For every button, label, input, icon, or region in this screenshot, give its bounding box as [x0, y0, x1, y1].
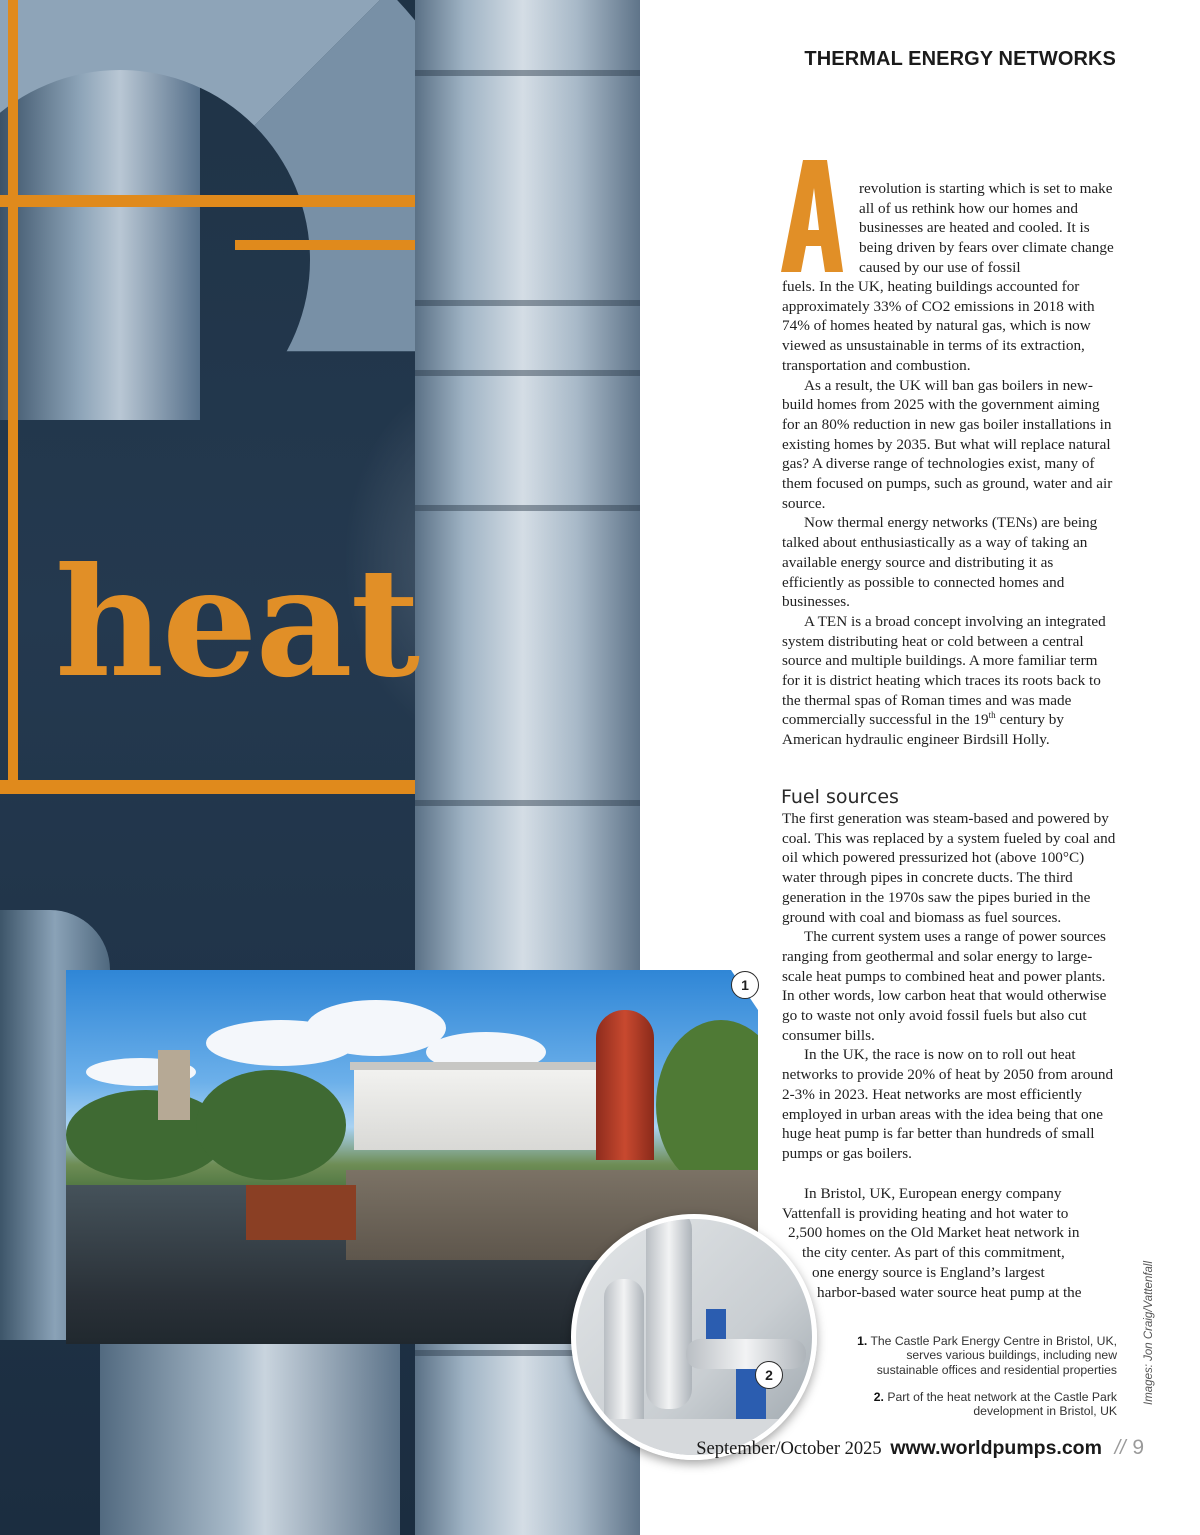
footer-separator: //	[1114, 1437, 1126, 1459]
orange-pipe	[235, 240, 415, 250]
section-label: THERMAL ENERGY NETWORKS	[804, 48, 1116, 70]
issue-date: September/October 2025	[696, 1439, 882, 1459]
page-footer	[696, 1436, 1144, 1460]
website-link[interactable]: www.worldpumps.com	[890, 1437, 1102, 1459]
figure-2-photo	[571, 1214, 817, 1460]
article-body-2	[782, 809, 1118, 1164]
paragraph-line: harbor-based water source heat pump at the	[817, 1283, 1082, 1301]
red-silo	[596, 1010, 654, 1160]
paragraph-line: the city center. As part of this commitment,	[802, 1244, 1065, 1262]
paragraph: The current system uses a range of power sources ranging from geothermal and solar energy to large-scale heat pumps to combined heat and power plants. In other words, low carbon heat that would otherwise go to waste not only avoid fossil fuels but also cut consumer bills.	[782, 928, 1107, 1044]
paragraph-line: one energy source is England’s largest	[812, 1263, 1045, 1281]
paragraph: fuels. In the UK, heating buildings accounted for approximately 33% of CO2 emissions in 2018 with 74% of homes heated by natural gas, which is now viewed as unsustainable in terms of its extraction, transportation and combustion.	[782, 278, 1095, 374]
orange-pipe	[8, 0, 18, 790]
paragraph-line: In Bristol, UK, European energy company	[804, 1185, 1062, 1202]
paragraph: A TEN is a broad concept involving an integrated system distributing heat or cold between a central source and multiple buildings. A more familiar term for it is district heating which traces its roots back to the thermal spas of Roman times and was made commercially successful in the 19th century by American hydraulic engineer Birdsill Holly.	[782, 612, 1106, 749]
figure-1-badge: 1	[731, 971, 759, 999]
paragraph: Now thermal energy networks (TENs) are being talked about enthusiastically as a way of taking an available energy source and distributing it as efficiently as possible to connected homes and businesses.	[782, 514, 1098, 611]
page-number: 9	[1132, 1436, 1144, 1459]
figure-1-caption: 1. The Castle Park Energy Centre in Bristol, UK, serves various buildings, including new sustainable offices and residential properties	[857, 1334, 1117, 1377]
paragraph: The first generation was steam-based and powered by coal. This was replaced by a system fueled by coal and oil which powered pressurized hot (above 100°C) water through pipes in concrete ducts. The third generation in the 1970s saw the pipes buried in the ground with coal and biomass as fuel sources.	[782, 810, 1116, 926]
article-body	[782, 277, 1118, 750]
paragraph-line: 2,500 homes on the Old Market heat network in	[788, 1224, 1080, 1242]
orange-pipe	[0, 780, 415, 794]
figure-2-caption: 2. Part of the heat network at the Castle Park development in Bristol, UK	[873, 1390, 1117, 1419]
figure-2-badge: 2	[755, 1361, 783, 1389]
pipe-shape	[100, 1330, 400, 1535]
paragraph-line: Vattenfall is providing heating and hot water to	[782, 1204, 1069, 1222]
paragraph: As a result, the UK will ban gas boilers in new-build homes from 2025 with the government aiming for an 80% reduction in new gas boiler installations in existing homes by 2035. But what will replace natural gas? A diverse range of technologies exist, many of them focused on pumps, such as ground, water and air source.	[782, 376, 1113, 512]
energy-centre-building	[354, 1068, 599, 1150]
article-intro	[782, 179, 1118, 278]
article-wrap-paragraph	[782, 1184, 1118, 1302]
hero-headline: heat	[55, 535, 418, 711]
paragraph: revolution is starting which is set to make all of us rethink how our homes and businesses are heated and cooled. It is being driven by fears over climate change caused by our use of fossil	[859, 180, 1114, 276]
barge	[246, 1185, 356, 1240]
church-tower	[158, 1050, 190, 1120]
orange-pipe	[0, 195, 415, 207]
subheading: Fuel sources	[781, 786, 899, 808]
image-credit: Images: Jon Craig/Vattenfall	[1143, 1260, 1155, 1405]
paragraph: In the UK, the race is now on to roll out heat networks to provide 20% of heat by 2050 from around 2-3% in 2023. Heat networks are most efficiently employed in urban areas with the idea being that one huge heat pump is far better than hundreds of small pumps or gas boilers.	[782, 1046, 1114, 1162]
